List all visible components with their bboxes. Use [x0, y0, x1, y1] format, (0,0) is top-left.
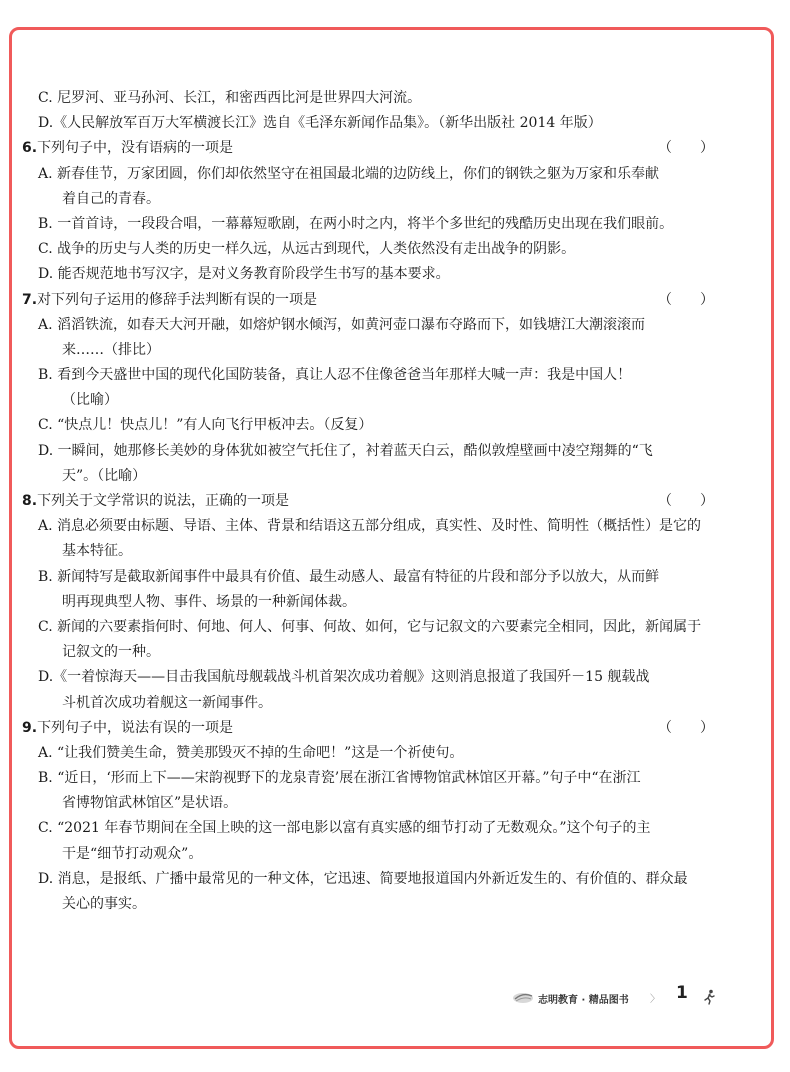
- answer-option: B. 新闻特写是截取新闻事件中最具有价值、最生动感人、最富有特征的片段和部分予以放大，从而鲜: [38, 568, 660, 585]
- answer-option: B. “近日，‘形而上下——宋韵视野下的龙泉青瓷’展在浙江省博物馆武林馆区开幕。”句子中“在浙江: [38, 770, 641, 787]
- document-body: [22, 86, 722, 917]
- question-text: 下列句子中，没有语病的一项是: [37, 140, 234, 157]
- answer-option-continuation: 来……（排比）: [62, 341, 160, 358]
- answer-option: C. 新闻的六要素指何时、何地、何人、何事、何故、如何，它与记叙文的六要素完全相同，因此，新闻属于: [38, 618, 702, 635]
- answer-option: A. “让我们赞美生命，赞美那毁灭不掉的生命吧！”这是一个祈使句。: [38, 744, 464, 761]
- question-text: 对下列句子运用的修辞手法判断有误的一项是: [37, 291, 318, 308]
- question-stem: [22, 136, 722, 161]
- chevron-right-icon: 〉: [650, 994, 660, 1005]
- publisher-logo-icon: [512, 990, 534, 1004]
- answer-option-continuation: 干是“细节打动观众”。: [62, 845, 203, 862]
- answer-option: D. 一瞬间，她那修长美妙的身体犹如被空气托住了，衬着蓝天白云，酷似敦煌壁画中凌空翔舞的“飞: [38, 442, 653, 459]
- publisher-brand: 志明教育 · 精品图书: [538, 995, 629, 1006]
- answer-blank: （ ）: [658, 719, 714, 736]
- question-stem: [22, 489, 722, 514]
- answer-option: D.《一着惊海天——目击我国航母舰载战斗机首架次成功着舰》这则消息报道了我国歼－15 舰载战: [38, 669, 650, 686]
- question-stem: [22, 288, 722, 313]
- answer-blank: （ ）: [658, 493, 714, 509]
- question-number: 8.: [22, 493, 38, 509]
- answer-blank: （ ）: [658, 291, 714, 308]
- answer-option-continuation: 记叙文的一种。: [62, 644, 160, 661]
- answer-option: D.《人民解放军百万大军横渡长江》选自《毛泽东新闻作品集》。（新华出版社 2014 年版）: [38, 115, 602, 132]
- question-text: 下列句子中，说法有误的一项是: [37, 719, 234, 736]
- answer-blank: （ ）: [658, 140, 714, 157]
- answer-option: C. “快点儿！快点儿！”有人向飞行甲板冲去。（反复）: [38, 417, 373, 434]
- answer-option: D. 能否规范地书写汉字，是对义务教育阶段学生书写的基本要求。: [38, 266, 450, 283]
- question-number: 9.: [22, 719, 38, 736]
- question-text: 下列关于文学常识的说法，正确的一项是: [37, 493, 290, 509]
- answer-option-continuation: 明再现典型人物、事件、场景的一种新闻体裁。: [62, 593, 356, 610]
- answer-option-continuation: （比喻）: [62, 392, 118, 409]
- question-number: 6.: [22, 140, 38, 157]
- answer-option-continuation: 斗机首次成功着舰这一新闻事件。: [62, 694, 272, 711]
- answer-option: A. 消息必须要由标题、导语、主体、背景和结语这五部分组成，真实性、及时性、简明性（概括性）是它的: [38, 518, 702, 535]
- answer-option-continuation: 关心的事实。: [62, 896, 146, 912]
- answer-option: D. 消息，是报纸、广播中最常见的一种文体，它迅速、简要地报道国内外新近发生的、有价值的、群众最: [38, 870, 688, 887]
- answer-option: A. 滔滔铁流，如春天大河开融，如熔炉钢水倾泻，如黄河壶口瀑布夺路而下，如钱塘江大潮滚滚而: [38, 316, 646, 333]
- answer-option: C. 尼罗河、亚马孙河、长江，和密西西比河是世界四大河流。: [38, 90, 422, 106]
- answer-option: C. 战争的历史与人类的历史一样久远，从远古到现代，人类依然没有走出战争的阴影。: [38, 241, 576, 258]
- answer-option-continuation: 基本特征。: [62, 543, 132, 560]
- answer-option: A. 新春佳节，万家团圆，你们却依然坚守在祖国最北端的边防线上，你们的钢铁之躯为万家和乐奉献: [38, 165, 660, 182]
- answer-option: C. “2021 年春节期间在全国上映的这一部电影以富有真实感的细节打动了无数观众。”这个句子的主: [38, 820, 651, 837]
- answer-option-continuation: 省博物馆武林馆区”是状语。: [62, 795, 238, 812]
- page-footer: [512, 985, 722, 1011]
- answer-option-continuation: 天”。（比喻）: [62, 467, 147, 484]
- answer-option: B. 看到今天盛世中国的现代化国防装备，真让人忍不住像爸爸当年那样大喊一声：我是中国人！: [38, 367, 632, 384]
- answer-option: B. 一首首诗，一段段合唱，一幕幕短歌剧，在两小时之内，将半个多世纪的残酷历史出现在我们眼前。: [38, 215, 674, 232]
- question-number: 7.: [22, 291, 38, 308]
- answer-option-continuation: 着自己的青春。: [62, 190, 160, 207]
- runner-icon: [702, 989, 716, 1005]
- page-number: 1: [676, 983, 688, 1003]
- question-stem: [22, 716, 722, 741]
